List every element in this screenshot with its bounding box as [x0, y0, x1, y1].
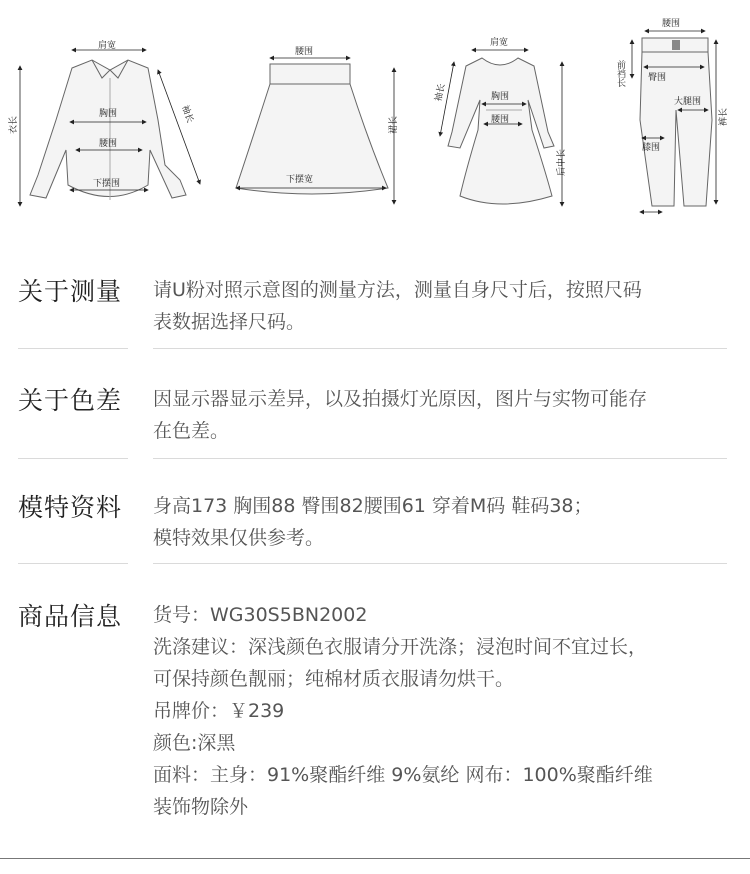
section-body: [153, 599, 733, 823]
divider: [18, 458, 128, 459]
dress-shoulder-label: 肩宽: [490, 38, 509, 48]
body-line: 因显示器显示差异，以及拍摄灯光原因，图片与实物可能存: [153, 388, 648, 410]
pants-thigh-label: 大腿围: [674, 97, 702, 107]
body-line: 颜色:深黑: [153, 732, 236, 754]
pants-diagram: [640, 38, 712, 206]
section-body: [153, 274, 733, 338]
dress-chest-label: 胸围: [491, 92, 510, 102]
body-line: 面料：主身：91%聚酯纤维 9%氨纶 网布：100%聚酯纤维: [153, 764, 653, 786]
pants-knee-label: 膝围: [642, 143, 661, 153]
shirt-length-label: 衣长: [9, 115, 19, 134]
section-title: 关于测量: [18, 277, 123, 306]
shirt-sleeve-label: 袖长: [179, 103, 195, 125]
body-line: 吊牌价：￥239: [153, 700, 285, 722]
body-line: 装饰物除外: [153, 796, 249, 818]
divider: [18, 563, 128, 564]
shirt-waist-label: 腰围: [99, 139, 118, 149]
section-title: 模特资料: [18, 493, 123, 522]
shirt-hem-label: 下摆围: [93, 179, 121, 189]
dress-diagram: [448, 58, 554, 204]
divider: [18, 348, 128, 349]
pants-waist-label: 腰围: [662, 19, 681, 29]
section-body: [153, 383, 733, 447]
body-line: 请U粉对照示意图的测量方法，测量自身尺寸后，按照尺码: [153, 279, 642, 301]
pants-rise-label: 前裆长: [615, 60, 625, 87]
section-title: 关于色差: [18, 386, 123, 415]
body-line: 身高173 胸围88 臀围82腰围61 穿着M码 鞋码38；: [153, 495, 593, 517]
section-title: 商品信息: [18, 602, 123, 631]
body-line: 模特效果仅供参考。: [153, 527, 325, 549]
pants-hip-label: 臀围: [648, 73, 667, 83]
shirt-chest-label: 胸围: [99, 109, 118, 119]
dress-waist-label: 腰围: [491, 115, 510, 125]
shirt-shoulder-label: 肩宽: [98, 41, 117, 51]
body-line: 货号：WG30S5BN2002: [153, 604, 368, 626]
bottom-divider: [0, 858, 750, 859]
skirt-hem-label: 下摆宽: [286, 175, 314, 185]
body-line: 可保持颜色靓丽；纯棉材质衣服请勿烘干。: [153, 668, 515, 690]
divider: [153, 458, 727, 459]
divider: [153, 563, 727, 564]
body-line: 表数据选择尺码。: [153, 311, 306, 333]
dress-back-length-label: 后中长: [557, 148, 567, 176]
body-line: 洗涤建议：深浅颜色衣服请分开洗涤；浸泡时间不宜过长，: [153, 636, 648, 658]
body-line: 在色差。: [153, 420, 230, 442]
skirt-waist-label: 腰围: [295, 47, 314, 57]
measurement-diagrams: [0, 0, 750, 235]
pants-length-label: 裤长: [719, 107, 729, 126]
skirt-length-label: 裙长: [389, 115, 399, 134]
dress-sleeve-label: 袖长: [433, 82, 448, 103]
section-body: [153, 490, 733, 554]
divider: [153, 348, 727, 349]
